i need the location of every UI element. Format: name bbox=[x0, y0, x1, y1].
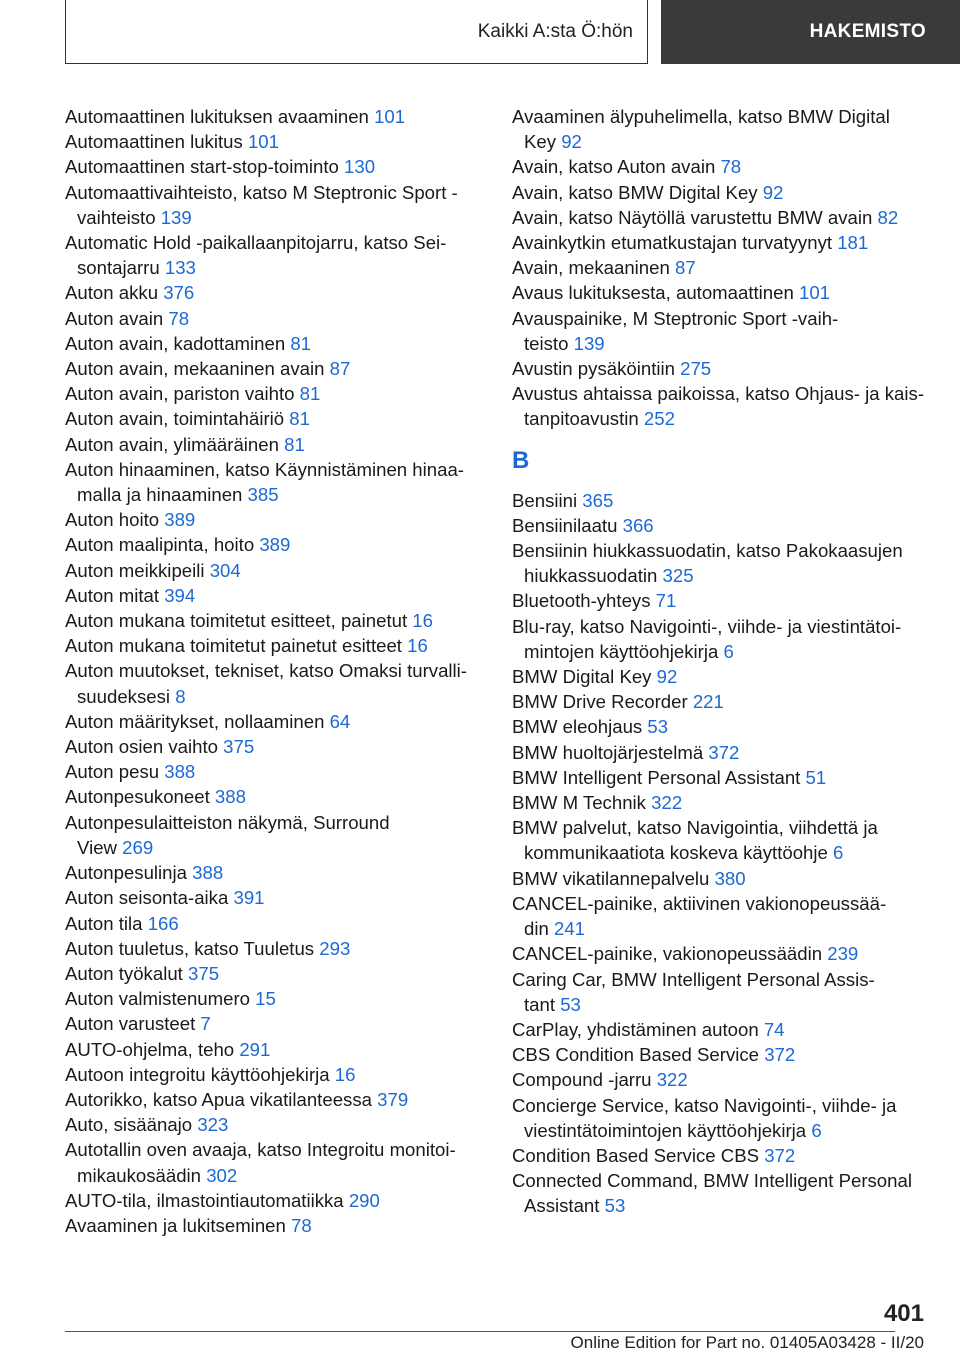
page-reference-link[interactable]: 53 bbox=[647, 716, 669, 738]
entry-term: Autonpesukoneet bbox=[65, 786, 215, 808]
index-entry bbox=[65, 356, 485, 381]
entry-term: Automaattinen lukitus bbox=[65, 131, 248, 153]
index-entry bbox=[65, 331, 485, 356]
index-entry bbox=[65, 583, 485, 608]
entry-term: BMW huoltojärjestelmä bbox=[512, 741, 709, 763]
index-entry bbox=[512, 664, 932, 689]
page-reference-link[interactable]: 6 bbox=[723, 640, 734, 662]
page-reference-link[interactable]: 133 bbox=[164, 257, 196, 279]
page-reference-link[interactable]: 323 bbox=[197, 1114, 229, 1136]
entry-term: BMW palvelut, katso Navigointia, viihdettä ja bbox=[512, 817, 878, 839]
entry-term: viestintätoimintojen käyttöohjekirja bbox=[524, 1119, 812, 1141]
chapter-title: HAKEMISTO bbox=[809, 21, 926, 42]
index-entry bbox=[512, 306, 932, 356]
index-entry bbox=[65, 759, 485, 784]
index-entry bbox=[65, 381, 485, 406]
entry-term: Auton pesu bbox=[65, 761, 165, 783]
entry-term: tant bbox=[524, 993, 561, 1015]
entry-term: Auton seisonta-aika bbox=[65, 887, 234, 909]
index-entry bbox=[65, 457, 485, 507]
index-entry bbox=[65, 734, 485, 759]
index-entry bbox=[65, 129, 485, 154]
entry-term: Auton työkalut bbox=[65, 962, 189, 984]
entry-term: Avain, katso BMW Digital Key bbox=[512, 181, 763, 203]
page-reference-link[interactable]: 16 bbox=[334, 1063, 356, 1085]
page-reference-link[interactable]: 92 bbox=[656, 666, 678, 688]
page-reference-link[interactable]: 241 bbox=[553, 918, 586, 940]
index-entry bbox=[65, 1112, 485, 1137]
entry-term: Avustus ahtaissa paikoissa, katso Ohjaus- ja kais- bbox=[512, 383, 925, 405]
entry-term: Auton hoito bbox=[65, 509, 165, 531]
index-entry bbox=[512, 866, 932, 891]
index-entry bbox=[65, 1213, 485, 1238]
index-entry bbox=[512, 1067, 932, 1092]
entry-term: Auton osien vaihto bbox=[65, 736, 224, 758]
entry-term: Auton avain bbox=[65, 307, 169, 329]
index-group-b bbox=[512, 488, 932, 1219]
index-entry bbox=[512, 765, 932, 790]
entry-term: Concierge Service, katso Navigointi-, viihde- ja bbox=[512, 1094, 897, 1116]
entry-term: Auton muutokset, tekniset, katso Omaksi turvalli- bbox=[65, 660, 467, 682]
index-entry bbox=[512, 280, 932, 305]
entry-term: Avaaminen älypuhelimella, katso BMW Digital bbox=[512, 106, 890, 127]
entry-term: kommunikaatiota koskeva käyttöohje bbox=[524, 842, 834, 864]
index-entry bbox=[512, 356, 932, 381]
entry-term: Key bbox=[524, 131, 562, 153]
index-entry bbox=[65, 306, 485, 331]
index-entry bbox=[65, 911, 485, 936]
entry-term: BMW Intelligent Personal Assistant bbox=[512, 766, 806, 788]
entry-term: Auton mukana toimitetut painetut esitteet bbox=[65, 635, 408, 657]
entry-term: Assistant bbox=[524, 1195, 605, 1217]
page-reference-link[interactable]: 389 bbox=[164, 509, 196, 531]
entry-term: BMW M Technik bbox=[512, 792, 652, 814]
page-reference-link[interactable]: 81 bbox=[290, 332, 312, 354]
page-reference-link[interactable]: 6 bbox=[811, 1119, 822, 1141]
index-entry bbox=[65, 1087, 485, 1112]
index-entry bbox=[512, 1093, 932, 1143]
entry-term: malla ja hinaaminen bbox=[77, 484, 248, 506]
entry-term: Autoon integroitu käyttöohjekirja bbox=[65, 1063, 335, 1085]
entry-term: Avainkytkin etumatkustajan turvatyynyt bbox=[512, 232, 838, 254]
index-group-a bbox=[512, 104, 932, 432]
page-reference-link[interactable]: 376 bbox=[163, 282, 195, 304]
entry-term: Automaattivaihteisto, katso M Steptronic Sport - bbox=[65, 181, 458, 203]
page-reference-link[interactable]: 92 bbox=[762, 181, 784, 203]
page-reference-link[interactable]: 322 bbox=[656, 1069, 688, 1091]
index-letter-heading: B bbox=[512, 446, 530, 474]
entry-term: Automatic Hold -paikallaanpitojarru, katso Sei- bbox=[65, 232, 447, 254]
entry-term: hiukkassuodatin bbox=[524, 565, 663, 587]
entry-term: Connected Command, BMW Intelligent Personal bbox=[512, 1170, 912, 1192]
entry-term: CANCEL-painike, vakionopeussäädin bbox=[512, 943, 828, 965]
page-reference-link[interactable]: 372 bbox=[764, 1044, 796, 1066]
page-reference-link[interactable]: 252 bbox=[643, 408, 675, 430]
index-entry bbox=[65, 784, 485, 809]
entry-term: View bbox=[77, 836, 123, 858]
index-entry bbox=[65, 961, 485, 986]
index-entry bbox=[65, 104, 485, 129]
entry-term: CBS Condition Based Service bbox=[512, 1044, 765, 1066]
index-entry bbox=[65, 406, 485, 431]
page-reference-link[interactable]: 15 bbox=[255, 988, 276, 1010]
page-reference-link[interactable]: 372 bbox=[708, 741, 740, 763]
entry-term: Avain, katso Auton avain bbox=[512, 156, 721, 178]
index-entry bbox=[512, 740, 932, 765]
page-reference-link[interactable]: 239 bbox=[827, 943, 859, 965]
index-entry bbox=[65, 154, 485, 179]
index-entry bbox=[65, 810, 485, 860]
entry-term: Automaattinen lukituksen avaaminen bbox=[65, 106, 375, 127]
page-reference-link[interactable]: 87 bbox=[674, 257, 696, 279]
entry-term: Auton mitat bbox=[65, 584, 165, 606]
page-reference-link[interactable]: 290 bbox=[348, 1189, 380, 1211]
page-reference-link[interactable]: 379 bbox=[377, 1088, 409, 1110]
entry-term: tanpitoavustin bbox=[524, 408, 644, 430]
page-reference-link[interactable]: 304 bbox=[209, 559, 241, 581]
page-reference-link[interactable]: 322 bbox=[651, 792, 683, 814]
entry-term: Condition Based Service CBS bbox=[512, 1144, 765, 1166]
index-entry bbox=[65, 709, 485, 734]
index-entry bbox=[512, 205, 932, 230]
entry-term: Auton avain, mekaaninen avain bbox=[65, 358, 330, 380]
page-reference-link[interactable]: 391 bbox=[233, 887, 265, 909]
page-reference-link[interactable]: 365 bbox=[582, 489, 614, 511]
entry-term: Auton määritykset, nollaaminen bbox=[65, 710, 330, 732]
index-entry bbox=[512, 513, 932, 538]
index-entry bbox=[512, 230, 932, 255]
entry-term: AUTO-ohjelma, teho bbox=[65, 1038, 240, 1060]
page-reference-link[interactable]: 74 bbox=[763, 1018, 785, 1040]
page-reference-link[interactable]: 82 bbox=[877, 206, 899, 228]
page-reference-link[interactable]: 293 bbox=[319, 937, 351, 959]
page-reference-link[interactable]: 101 bbox=[247, 131, 279, 153]
entry-term: BMW Digital Key bbox=[512, 666, 657, 688]
page-reference-link[interactable]: 139 bbox=[160, 206, 192, 228]
entry-term: Blu-ray, katso Navigointi-, viihde- ja viestintätoi- bbox=[512, 615, 902, 637]
entry-term: Bensiinilaatu bbox=[512, 514, 623, 536]
index-entry bbox=[65, 1062, 485, 1087]
entry-term: Auton avain, pariston vaihto bbox=[65, 383, 300, 405]
index-entry bbox=[512, 154, 932, 179]
index-entry bbox=[65, 507, 485, 532]
page-reference-link[interactable]: 64 bbox=[329, 710, 351, 732]
entry-term: Autonpesulinja bbox=[65, 862, 193, 884]
page-number: 401 bbox=[883, 1300, 924, 1327]
index-entry bbox=[512, 255, 932, 280]
index-column-right bbox=[512, 104, 932, 1219]
entry-term: Auton tuuletus, katso Tuuletus bbox=[65, 937, 320, 959]
index-column-left bbox=[65, 104, 485, 1238]
index-entry bbox=[65, 532, 485, 557]
entry-term: Avaus lukituksesta, automaattinen bbox=[512, 282, 799, 304]
index-entry bbox=[65, 558, 485, 583]
page-reference-link[interactable]: 8 bbox=[175, 685, 186, 707]
page-reference-link[interactable]: 221 bbox=[692, 691, 724, 713]
index-entry bbox=[512, 714, 932, 739]
entry-term: Auto, sisäänajo bbox=[65, 1114, 198, 1136]
page-reference-link[interactable]: 269 bbox=[122, 836, 154, 858]
index-entry bbox=[65, 885, 485, 910]
index-entry bbox=[512, 588, 932, 613]
page-reference-link[interactable]: 101 bbox=[374, 106, 406, 127]
entry-term: vaihteisto bbox=[77, 206, 161, 228]
page-reference-link[interactable]: 388 bbox=[192, 862, 224, 884]
index-entry bbox=[512, 815, 932, 865]
entry-term: Auton avain, kadottaminen bbox=[65, 332, 291, 354]
entry-term: Autonpesulaitteiston näkymä, Surround bbox=[65, 811, 390, 833]
entry-term: Auton avain, ylimääräinen bbox=[65, 433, 285, 455]
entry-term: mikaukosäädin bbox=[77, 1164, 207, 1186]
index-entry bbox=[512, 614, 932, 664]
entry-term: CANCEL-painike, aktiivinen vakionopeussää- bbox=[512, 892, 887, 914]
entry-term: Auton akku bbox=[65, 282, 164, 304]
index-entry bbox=[512, 941, 932, 966]
index-entry bbox=[65, 608, 485, 633]
entry-term: Auton varusteet bbox=[65, 1013, 201, 1035]
entry-term: Avauspainike, M Steptronic Sport -vaih- bbox=[512, 307, 839, 329]
page-reference-link[interactable]: 385 bbox=[247, 484, 279, 506]
page-reference-link[interactable]: 375 bbox=[223, 736, 255, 758]
entry-term: BMW eleohjaus bbox=[512, 716, 648, 738]
page-reference-link[interactable]: 130 bbox=[344, 156, 376, 178]
section-title: Kaikki A:sta Ö:hön bbox=[477, 20, 633, 42]
entry-term: Bluetooth-yhteys bbox=[512, 590, 656, 612]
index-entry bbox=[65, 1188, 485, 1213]
entry-term: Auton valmistenumero bbox=[65, 988, 256, 1010]
entry-term: suudeksesi bbox=[77, 685, 176, 707]
page-reference-link[interactable]: 16 bbox=[412, 610, 433, 632]
entry-term: Compound -jarru bbox=[512, 1069, 657, 1091]
index-entry bbox=[65, 432, 485, 457]
entry-term: Auton maalipinta, hoito bbox=[65, 534, 260, 556]
page-reference-link[interactable]: 6 bbox=[833, 842, 844, 864]
index-entry bbox=[512, 538, 932, 588]
page-reference-link[interactable]: 181 bbox=[837, 232, 869, 254]
page-reference-link[interactable]: 375 bbox=[188, 962, 220, 984]
entry-term: din bbox=[524, 918, 554, 940]
chapter-tab[interactable] bbox=[661, 0, 960, 64]
entry-term: Auton hinaaminen, katso Käynnistäminen hinaa- bbox=[65, 458, 464, 480]
page-reference-link[interactable]: 87 bbox=[329, 358, 351, 380]
index-entry bbox=[65, 633, 485, 658]
entry-term: BMW Drive Recorder bbox=[512, 691, 693, 713]
index-entry bbox=[65, 860, 485, 885]
entry-term: Avain, mekaaninen bbox=[512, 257, 675, 279]
footer-divider bbox=[65, 1331, 895, 1332]
page-reference-link[interactable]: 71 bbox=[655, 590, 677, 612]
index-entry bbox=[65, 1011, 485, 1036]
index-entry bbox=[512, 790, 932, 815]
edition-footer: Online Edition for Part no. 01405A03428 - II/20 bbox=[570, 1333, 924, 1352]
index-entry bbox=[512, 1168, 932, 1218]
index-entry bbox=[512, 381, 932, 431]
entry-term: Avain, katso Näytöllä varustettu BMW avain bbox=[512, 206, 878, 228]
entry-term: Autorikko, katso Apua vikatilanteessa bbox=[65, 1088, 378, 1110]
page-reference-link[interactable]: 81 bbox=[289, 408, 310, 430]
entry-term: BMW vikatilannepalvelu bbox=[512, 867, 715, 889]
page-reference-link[interactable]: 92 bbox=[561, 131, 582, 153]
page-reference-link[interactable]: 302 bbox=[206, 1164, 238, 1186]
page-reference-link[interactable]: 166 bbox=[147, 912, 179, 934]
entry-term: Auton meikkipeili bbox=[65, 559, 210, 581]
entry-term: teisto bbox=[524, 332, 574, 354]
page-reference-link[interactable]: 389 bbox=[259, 534, 291, 556]
entry-term: Automaattinen start-stop-toiminto bbox=[65, 156, 345, 178]
page-reference-link[interactable]: 7 bbox=[200, 1013, 211, 1035]
entry-term: AUTO-tila, ilmastointiautomatiikka bbox=[65, 1189, 349, 1211]
index-entry bbox=[512, 104, 932, 154]
entry-term: Avaaminen ja lukitseminen bbox=[65, 1214, 292, 1236]
entry-term: Caring Car, BMW Intelligent Personal Assis- bbox=[512, 968, 875, 990]
entry-term: Auton avain, toimintahäiriö bbox=[65, 408, 290, 430]
page-reference-link[interactable]: 380 bbox=[714, 867, 746, 889]
page-reference-link[interactable]: 78 bbox=[720, 156, 742, 178]
page-reference-link[interactable]: 81 bbox=[299, 383, 321, 405]
page-reference-link[interactable]: 388 bbox=[164, 761, 196, 783]
page-reference-link[interactable]: 51 bbox=[805, 766, 827, 788]
page-reference-link[interactable]: 53 bbox=[604, 1195, 626, 1217]
index-entry bbox=[65, 180, 485, 230]
entry-term: CarPlay, yhdistäminen autoon bbox=[512, 1018, 764, 1040]
page-reference-link[interactable]: 78 bbox=[291, 1214, 312, 1236]
index-entry bbox=[65, 986, 485, 1011]
page-reference-link[interactable]: 53 bbox=[560, 993, 581, 1015]
page-reference-link[interactable]: 388 bbox=[214, 786, 246, 808]
index-entry bbox=[65, 1137, 485, 1187]
page-reference-link[interactable]: 394 bbox=[164, 584, 196, 606]
index-entry bbox=[512, 689, 932, 714]
index-entry bbox=[65, 230, 485, 280]
section-tab[interactable] bbox=[65, 0, 648, 64]
entry-term: Bensiinin hiukkassuodatin, katso Pakokaasujen bbox=[512, 540, 903, 562]
page-reference-link[interactable]: 81 bbox=[284, 433, 305, 455]
page-reference-link[interactable]: 366 bbox=[622, 514, 654, 536]
entry-term: Auton tila bbox=[65, 912, 148, 934]
index-entry bbox=[512, 488, 932, 513]
entry-term: mintojen käyttöohjekirja bbox=[524, 640, 724, 662]
index-entry bbox=[512, 1017, 932, 1042]
page-reference-link[interactable]: 275 bbox=[680, 358, 712, 380]
page-reference-link[interactable]: 101 bbox=[799, 282, 831, 304]
index-entry bbox=[512, 1042, 932, 1067]
entry-term: Autotallin oven avaaja, katso Integroitu monitoi- bbox=[65, 1139, 456, 1161]
index-entry bbox=[65, 936, 485, 961]
page-reference-link[interactable]: 291 bbox=[239, 1038, 271, 1060]
index-entry bbox=[512, 891, 932, 941]
index-entry bbox=[65, 280, 485, 305]
page-reference-link[interactable]: 16 bbox=[407, 635, 428, 657]
entry-term: Auton mukana toimitetut esitteet, painetut bbox=[65, 610, 413, 632]
page-reference-link[interactable]: 78 bbox=[168, 307, 190, 329]
entry-term: Avustin pysäköintiin bbox=[512, 358, 681, 380]
page-reference-link[interactable]: 139 bbox=[573, 332, 605, 354]
entry-term: Bensiini bbox=[512, 489, 583, 511]
page-reference-link[interactable]: 372 bbox=[764, 1144, 796, 1166]
index-entry bbox=[65, 658, 485, 708]
index-entry bbox=[512, 1143, 932, 1168]
page-reference-link[interactable]: 325 bbox=[662, 565, 694, 587]
index-entry bbox=[512, 180, 932, 205]
index-entry bbox=[512, 967, 932, 1017]
index-entry bbox=[65, 1037, 485, 1062]
entry-term: sontajarru bbox=[77, 257, 165, 279]
